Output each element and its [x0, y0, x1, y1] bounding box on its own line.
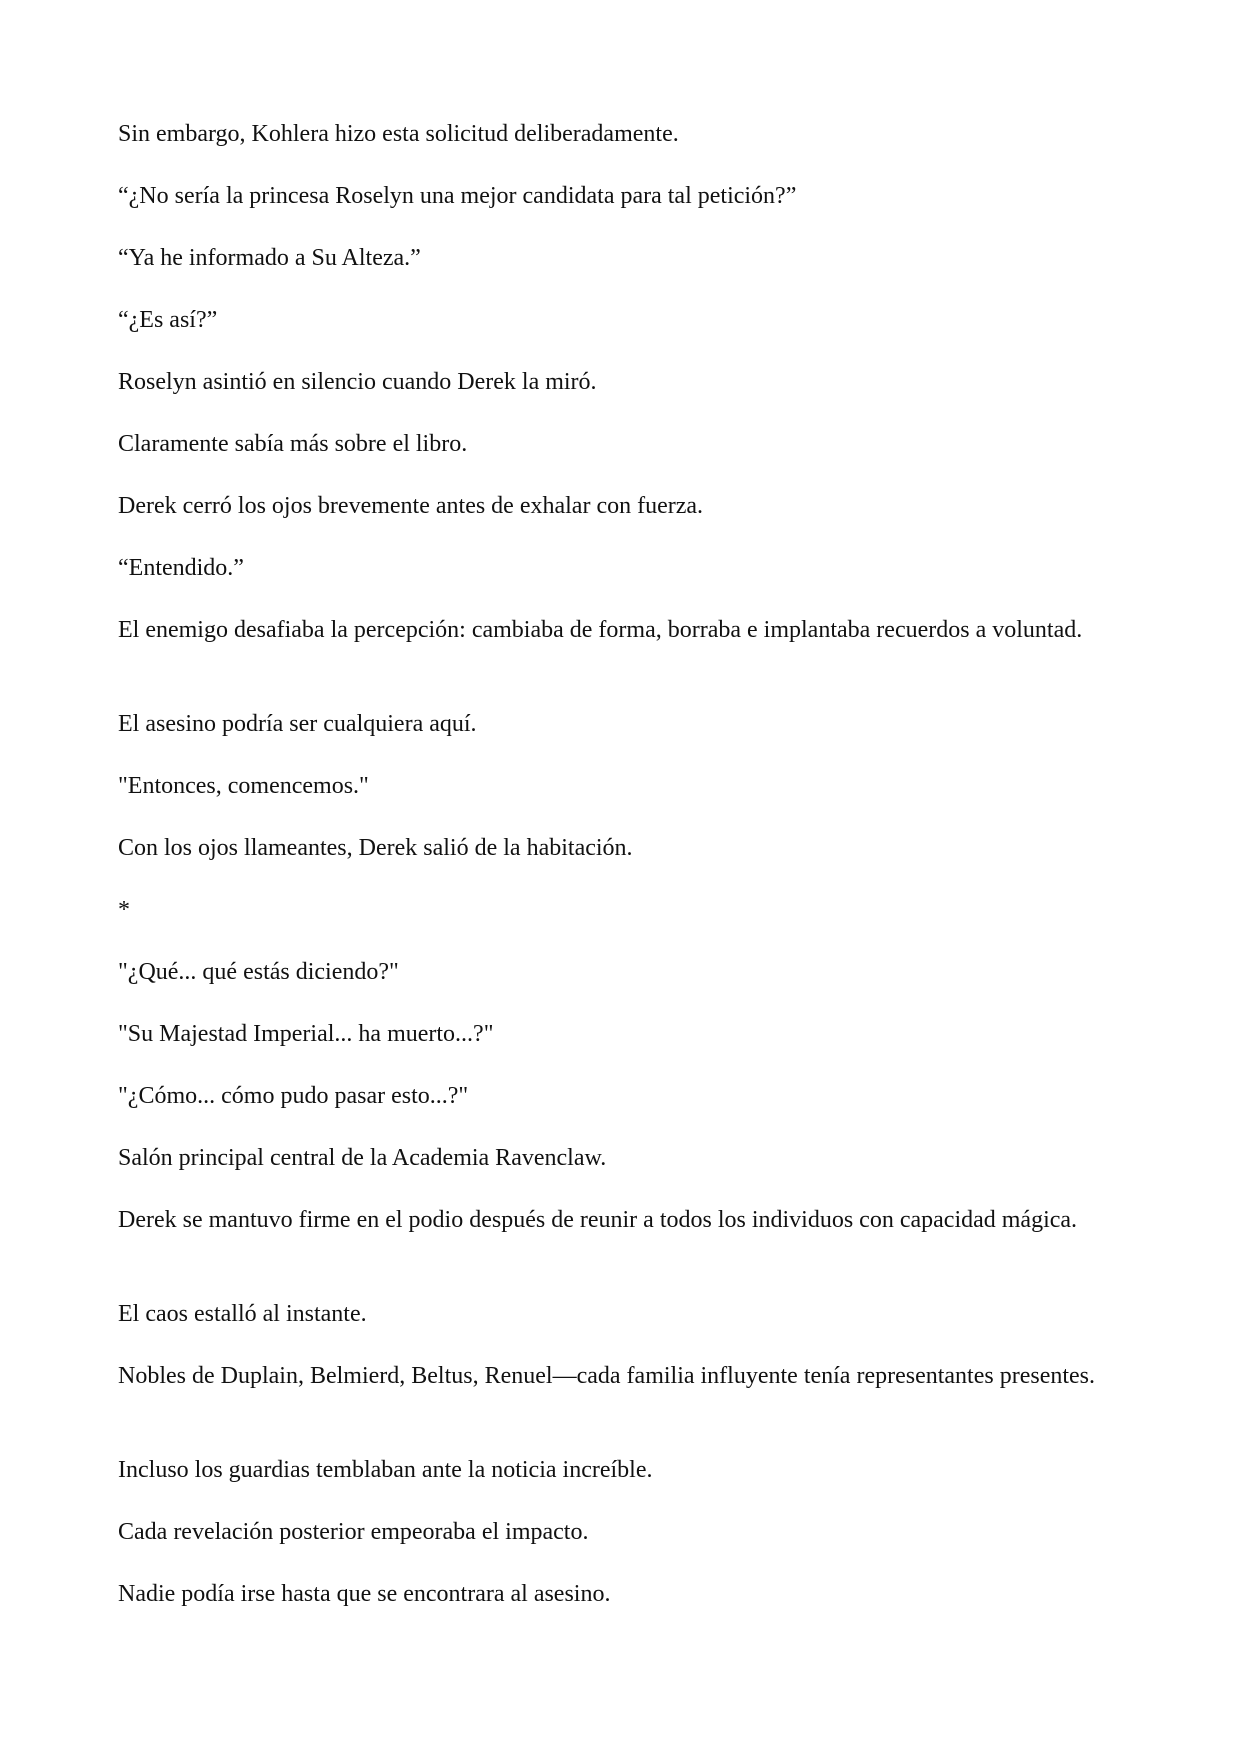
paragraph: Claramente sabía más sobre el libro. [118, 431, 468, 457]
paragraph: Nadie podía irse hasta que se encontrara al asesino. [118, 1581, 611, 1607]
paragraph: Sin embargo, Kohlera hizo esta solicitud deliberadamente. [118, 121, 679, 147]
paragraph: Derek cerró los ojos brevemente antes de exhalar con fuerza. [118, 493, 704, 519]
paragraph: “Entendido.” [118, 555, 244, 581]
paragraph: Incluso los guardias temblaban ante la noticia increíble. [118, 1457, 653, 1483]
paragraph: Nobles de Duplain, Belmierd, Beltus, Renuel—cada familia influyente tenía representantes presentes. [118, 1363, 1096, 1389]
paragraph: "Entonces, comencemos." [118, 773, 369, 799]
paragraph: “¿Es así?” [118, 307, 218, 333]
paragraph: Cada revelación posterior empeoraba el impacto. [118, 1519, 589, 1545]
paragraph: Con los ojos llameantes, Derek salió de la habitación. [118, 835, 633, 861]
paragraph: “¿No sería la princesa Roselyn una mejor candidata para tal petición?” [118, 183, 797, 209]
paragraph: “Ya he informado a Su Alteza.” [118, 245, 421, 271]
paragraph: El asesino podría ser cualquiera aquí. [118, 711, 477, 737]
paragraph: "¿Cómo... cómo pudo pasar esto...?" [118, 1083, 469, 1109]
paragraph: Derek se mantuvo firme en el podio después de reunir a todos los individuos con capacidad mágica. [118, 1207, 1078, 1233]
paragraph: El caos estalló al instante. [118, 1301, 367, 1327]
paragraph: "¿Qué... qué estás diciendo?" [118, 959, 399, 985]
paragraph: El enemigo desafiaba la percepción: cambiaba de forma, borraba e implantaba recuerdos a voluntad. [118, 617, 1083, 643]
scene-break: * [118, 897, 130, 923]
paragraph: Roselyn asintió en silencio cuando Derek la miró. [118, 369, 597, 395]
paragraph: Salón principal central de la Academia Ravenclaw. [118, 1145, 607, 1171]
paragraph: "Su Majestad Imperial... ha muerto...?" [118, 1021, 494, 1047]
